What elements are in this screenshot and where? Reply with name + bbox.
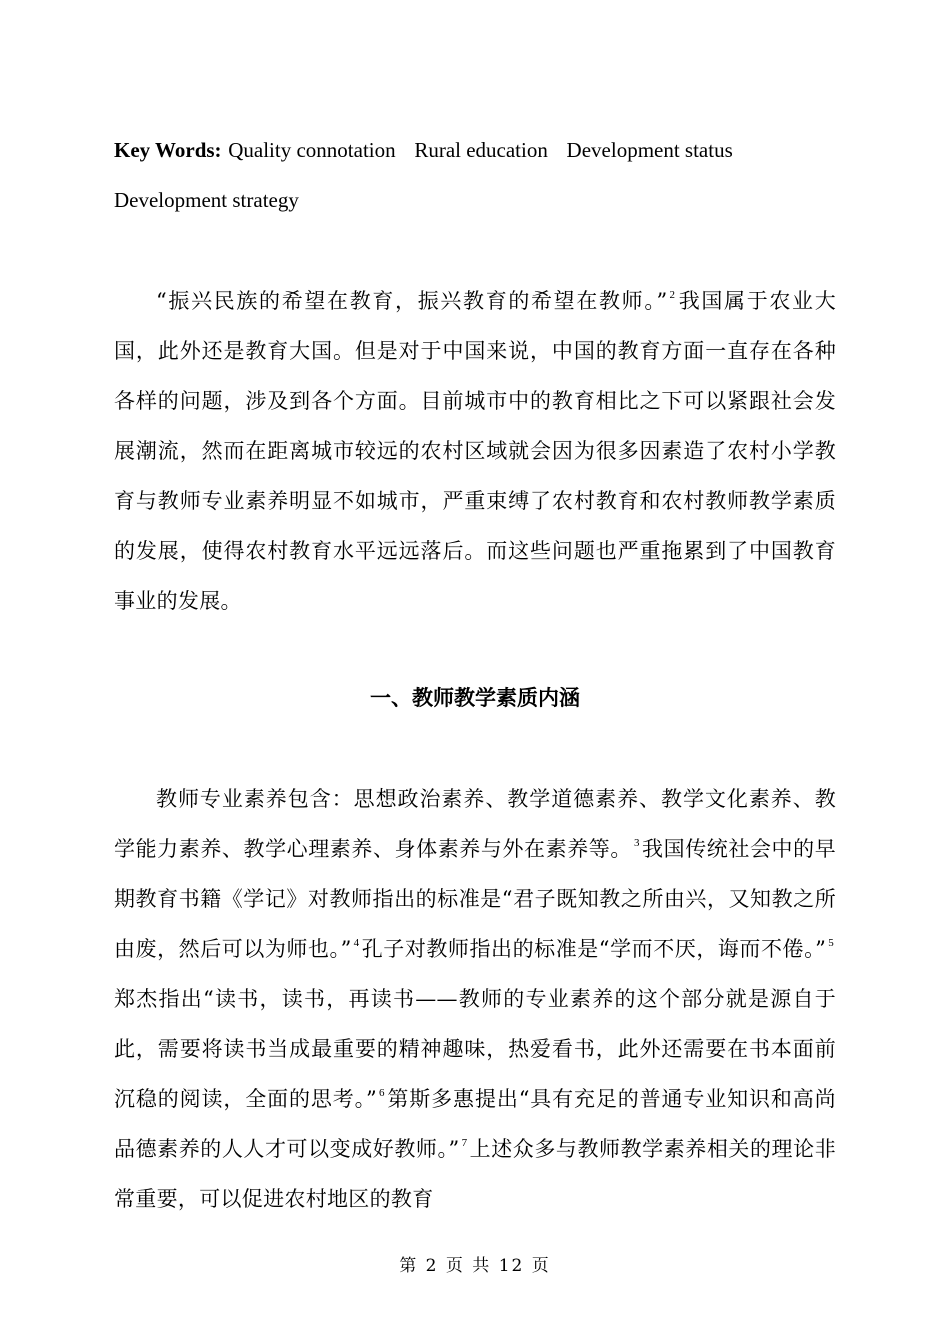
paragraph-text: 上述众多与教师教学素养相关的理论非常重要，可以促进农村地区的教育 (114, 1137, 836, 1211)
footnote-ref: 2 (669, 289, 676, 301)
paragraph-text: 教师专业素养包含：思想政治素养、教学道德素养、教学文化素养、教学能力素养、教学心理素养、身体素养与外在素养等。 (114, 787, 836, 861)
footnote-ref: 5 (828, 937, 834, 949)
keywords-line-continued (114, 185, 299, 215)
paragraph-text: 第斯多惠提出“具有充足的普通专业知识和高尚品德素养的人人才可以变成好教师。” (114, 1087, 836, 1161)
paragraph-text: 我国属于农业大国，此外还是教育大国。但是对于中国来说，中国的教育方面一直存在各种各样的问题，涉及到各个方面。目前城市中的教育相比之下可以紧跟社会发展潮流，然而在距离城市较远的农村区域就会因为很多因素造了农村小学教育与教师专业素养明显不如城市，严重束缚了农村教育和农村教师教学素质的发展，使得农村教育水平远远落后。而这些问题也严重拖累到了中国教育事业的发展。 (114, 289, 836, 613)
footnote-ref: 4 (353, 937, 360, 949)
paragraph-text: 孔子对教师指出的标准是“学而不厌，诲而不倦。” (361, 937, 827, 961)
footnote-ref: 7 (461, 1137, 468, 1149)
paragraph-text: 郑杰指出“读书，读书，再读书——教师的专业素养的这个部分就是源自于此，需要将读书当成最重要的精神趣味，热爱看书，此外还需要在书本面前沉稳的阅读，全面的思考。” (114, 987, 836, 1111)
paragraph-text: “振兴民族的希望在教育，振兴教育的希望在教师。” (156, 289, 668, 313)
keyword-item: Development status (566, 138, 733, 162)
page-footer: 第 2 页 共 12 页 (399, 1256, 551, 1276)
footnote-ref: 3 (633, 837, 640, 849)
keyword-item: Development strategy (114, 188, 299, 212)
body-paragraph (114, 774, 836, 1224)
keywords-label: Key Words: (114, 138, 222, 162)
footnote-ref: 6 (379, 1087, 385, 1099)
keyword-item: Quality connotation (228, 138, 396, 162)
section-heading: 一、教师教学素质内涵 (370, 685, 580, 710)
intro-paragraph (114, 276, 836, 626)
keyword-item: Rural education (414, 138, 548, 162)
keywords-line (114, 135, 733, 165)
paragraph-text: 我国传统社会中的早期教育书籍《学记》对教师指出的标准是“君子既知教之所由兴，又知教之所由废，然后可以为师也。” (114, 837, 836, 961)
